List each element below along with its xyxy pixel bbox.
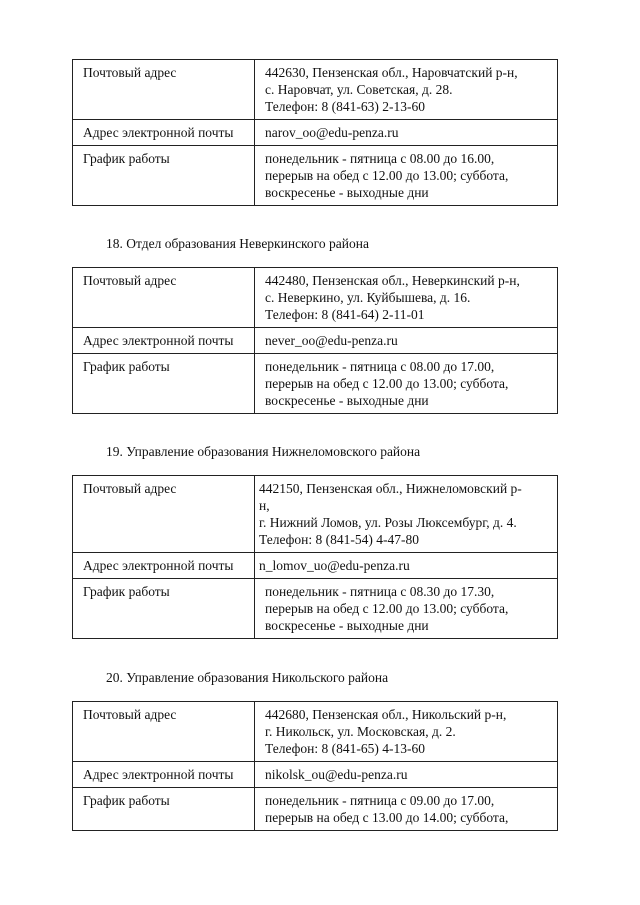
email-row <box>73 553 558 579</box>
schedule-value: понедельник - пятница с 08.30 до 17.30, перерыв на обед с 12.00 до 13.00; суббота, воскресенье - выходные дни <box>255 579 558 639</box>
email-row <box>73 328 558 354</box>
office-table-18 <box>72 267 558 414</box>
email-row <box>73 120 558 146</box>
schedule-row <box>73 146 558 206</box>
schedule-row <box>73 579 558 639</box>
schedule-value: понедельник - пятница с 08.00 до 17.00, перерыв на обед с 12.00 до 13.00; суббота, воскресенье - выходные дни <box>255 354 558 414</box>
schedule-label: График работы <box>73 579 255 639</box>
postal-label: Почтовый адрес <box>73 268 255 328</box>
postal-value: 442680, Пензенская обл., Никольский р-н, г. Никольск, ул. Московская, д. 2. Телефон: 8 (841-65) 4-13-60 <box>255 702 558 762</box>
email-label: Адрес электронной почты <box>73 553 255 579</box>
office-table-0 <box>72 59 558 206</box>
schedule-row <box>73 788 558 831</box>
office-table-20 <box>72 701 558 831</box>
email-value: n_lomov_uo@edu-penza.ru <box>255 553 558 579</box>
postal-value: 442630, Пензенская обл., Наровчатский р-н, с. Наровчат, ул. Советская, д. 28. Телефон: 8 (841-63) 2-13-60 <box>255 60 558 120</box>
postal-value: 442480, Пензенская обл., Неверкинский р-н, с. Неверкино, ул. Куйбышева, д. 16. Телефон: 8 (841-64) 2-11-01 <box>255 268 558 328</box>
postal-row <box>73 702 558 762</box>
postal-label: Почтовый адрес <box>73 476 255 553</box>
email-label: Адрес электронной почты <box>73 328 255 354</box>
schedule-row <box>73 354 558 414</box>
postal-label: Почтовый адрес <box>73 702 255 762</box>
postal-value: 442150, Пензенская обл., Нижнеломовский р- н, г. Нижний Ломов, ул. Розы Люксембург, д. 4. Телефон: 8 (841-54) 4-47-80 <box>255 476 558 553</box>
section-title-18: 18. Отдел образования Неверкинского района <box>106 236 369 251</box>
email-value: never_oo@edu-penza.ru <box>255 328 558 354</box>
email-row <box>73 762 558 788</box>
postal-row <box>73 268 558 328</box>
section-title-20: 20. Управление образования Никольского района <box>106 670 389 685</box>
schedule-value: понедельник - пятница с 09.00 до 17.00, перерыв на обед с 13.00 до 14.00; суббота, <box>255 788 558 831</box>
postal-row <box>73 476 558 553</box>
section-title-19: 19. Управление образования Нижнеломовского района <box>106 444 421 459</box>
postal-label: Почтовый адрес <box>73 60 255 120</box>
schedule-label: График работы <box>73 146 255 206</box>
email-value: narov_oo@edu-penza.ru <box>255 120 558 146</box>
schedule-label: График работы <box>73 788 255 831</box>
email-label: Адрес электронной почты <box>73 762 255 788</box>
office-table-19 <box>72 475 558 639</box>
schedule-value: понедельник - пятница с 08.00 до 16.00, перерыв на обед с 12.00 до 13.00; суббота, воскресенье - выходные дни <box>255 146 558 206</box>
email-label: Адрес электронной почты <box>73 120 255 146</box>
schedule-label: График работы <box>73 354 255 414</box>
email-value: nikolsk_ou@edu-penza.ru <box>255 762 558 788</box>
postal-row <box>73 60 558 120</box>
